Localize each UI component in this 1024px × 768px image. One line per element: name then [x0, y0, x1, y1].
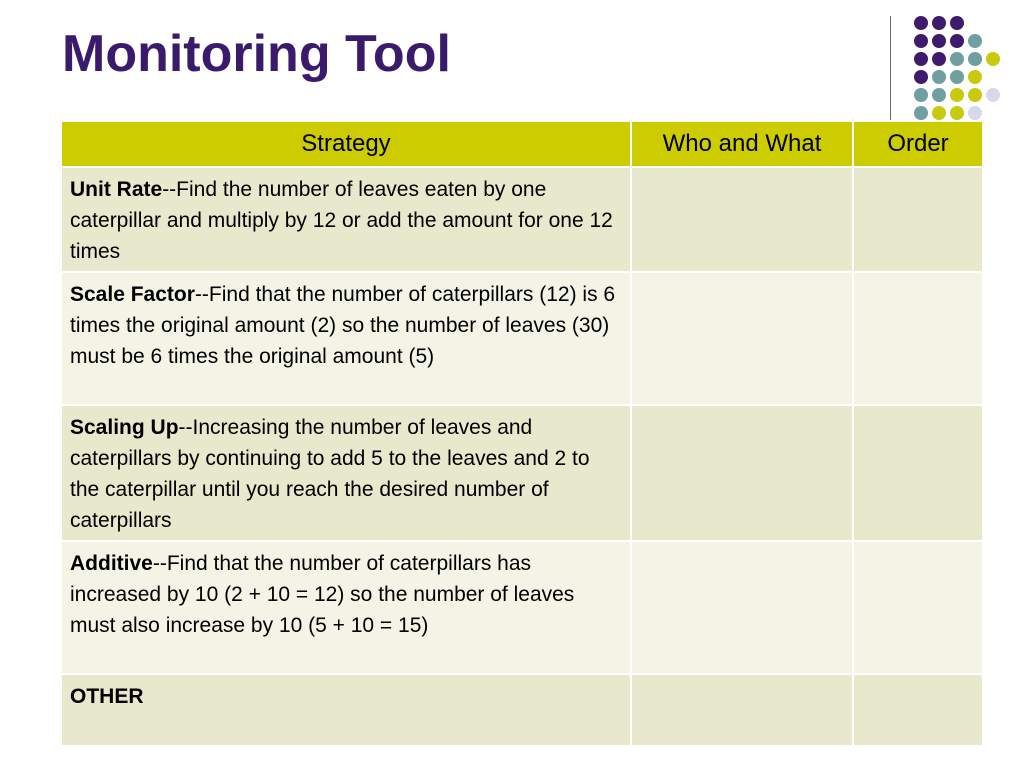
who-and-what-cell[interactable] [631, 405, 853, 541]
decorative-dot [932, 34, 946, 48]
strategy-name: Unit Rate [70, 178, 163, 201]
decorative-dot [968, 88, 982, 102]
decorative-dot [968, 52, 982, 66]
decorative-dot [950, 106, 964, 120]
strategy-description: --Increasing the number of leaves and caterpillars by continuing to add 5 to the leaves and 2 to the caterpillar until you reach the desired number of caterpillars [70, 416, 590, 532]
strategy-description: --Find that the number of caterpillars (12) is 6 times the original amount (2) so the number of leaves (30) must be 6 times the original amount (5) [70, 283, 616, 368]
decorative-dot [932, 106, 946, 120]
decorative-dot [950, 16, 964, 30]
decorative-dot [968, 34, 982, 48]
decorative-dot [950, 70, 964, 84]
strategy-cell [61, 167, 631, 272]
who-and-what-cell[interactable] [631, 674, 853, 746]
order-cell[interactable] [853, 541, 983, 674]
order-cell[interactable] [853, 405, 983, 541]
decorative-dot [932, 88, 946, 102]
strategy-name: Scale Factor [70, 283, 195, 306]
strategy-cell [61, 541, 631, 674]
who-and-what-cell[interactable] [631, 272, 853, 405]
table-row [61, 167, 983, 272]
order-cell[interactable] [853, 167, 983, 272]
decorative-dot [914, 106, 928, 120]
strategy-description: --Find the number of leaves eaten by one caterpillar and multiply by 12 or add the amount for one 12 times [70, 178, 613, 263]
strategy-name: Scaling Up [70, 416, 179, 439]
strategy-name: Additive [70, 552, 153, 575]
monitoring-table [60, 120, 984, 747]
decorative-dot-grid [900, 12, 1010, 122]
order-cell[interactable] [853, 674, 983, 746]
title-divider [890, 16, 891, 120]
decorative-dot [914, 88, 928, 102]
decorative-dot [914, 52, 928, 66]
decorative-dot [932, 70, 946, 84]
strategy-name: OTHER [70, 685, 144, 708]
table-row [61, 541, 983, 674]
who-and-what-cell[interactable] [631, 167, 853, 272]
header-order: Order [853, 121, 983, 167]
decorative-dot [968, 106, 982, 120]
strategy-description: --Find that the number of caterpillars has increased by 10 (2 + 10 = 12) so the number of leaves must also increase by 10 (5 + 10 = 15) [70, 552, 575, 637]
decorative-dot [932, 52, 946, 66]
strategy-cell [61, 674, 631, 746]
order-cell[interactable] [853, 272, 983, 405]
header-who-and-what: Who and What [631, 121, 853, 167]
decorative-dot [914, 70, 928, 84]
who-and-what-cell[interactable] [631, 541, 853, 674]
table-header-row [61, 121, 983, 167]
table-row [61, 272, 983, 405]
header-strategy: Strategy [61, 121, 631, 167]
decorative-dot [932, 16, 946, 30]
strategy-cell [61, 272, 631, 405]
decorative-dot [914, 16, 928, 30]
decorative-dot [950, 34, 964, 48]
decorative-dot [968, 70, 982, 84]
decorative-dot [986, 88, 1000, 102]
page-title: Monitoring Tool [62, 25, 451, 83]
decorative-dot [950, 52, 964, 66]
decorative-dot [986, 52, 1000, 66]
decorative-dot [914, 34, 928, 48]
strategy-cell [61, 405, 631, 541]
table-row [61, 405, 983, 541]
decorative-dot [950, 88, 964, 102]
table-row [61, 674, 983, 746]
